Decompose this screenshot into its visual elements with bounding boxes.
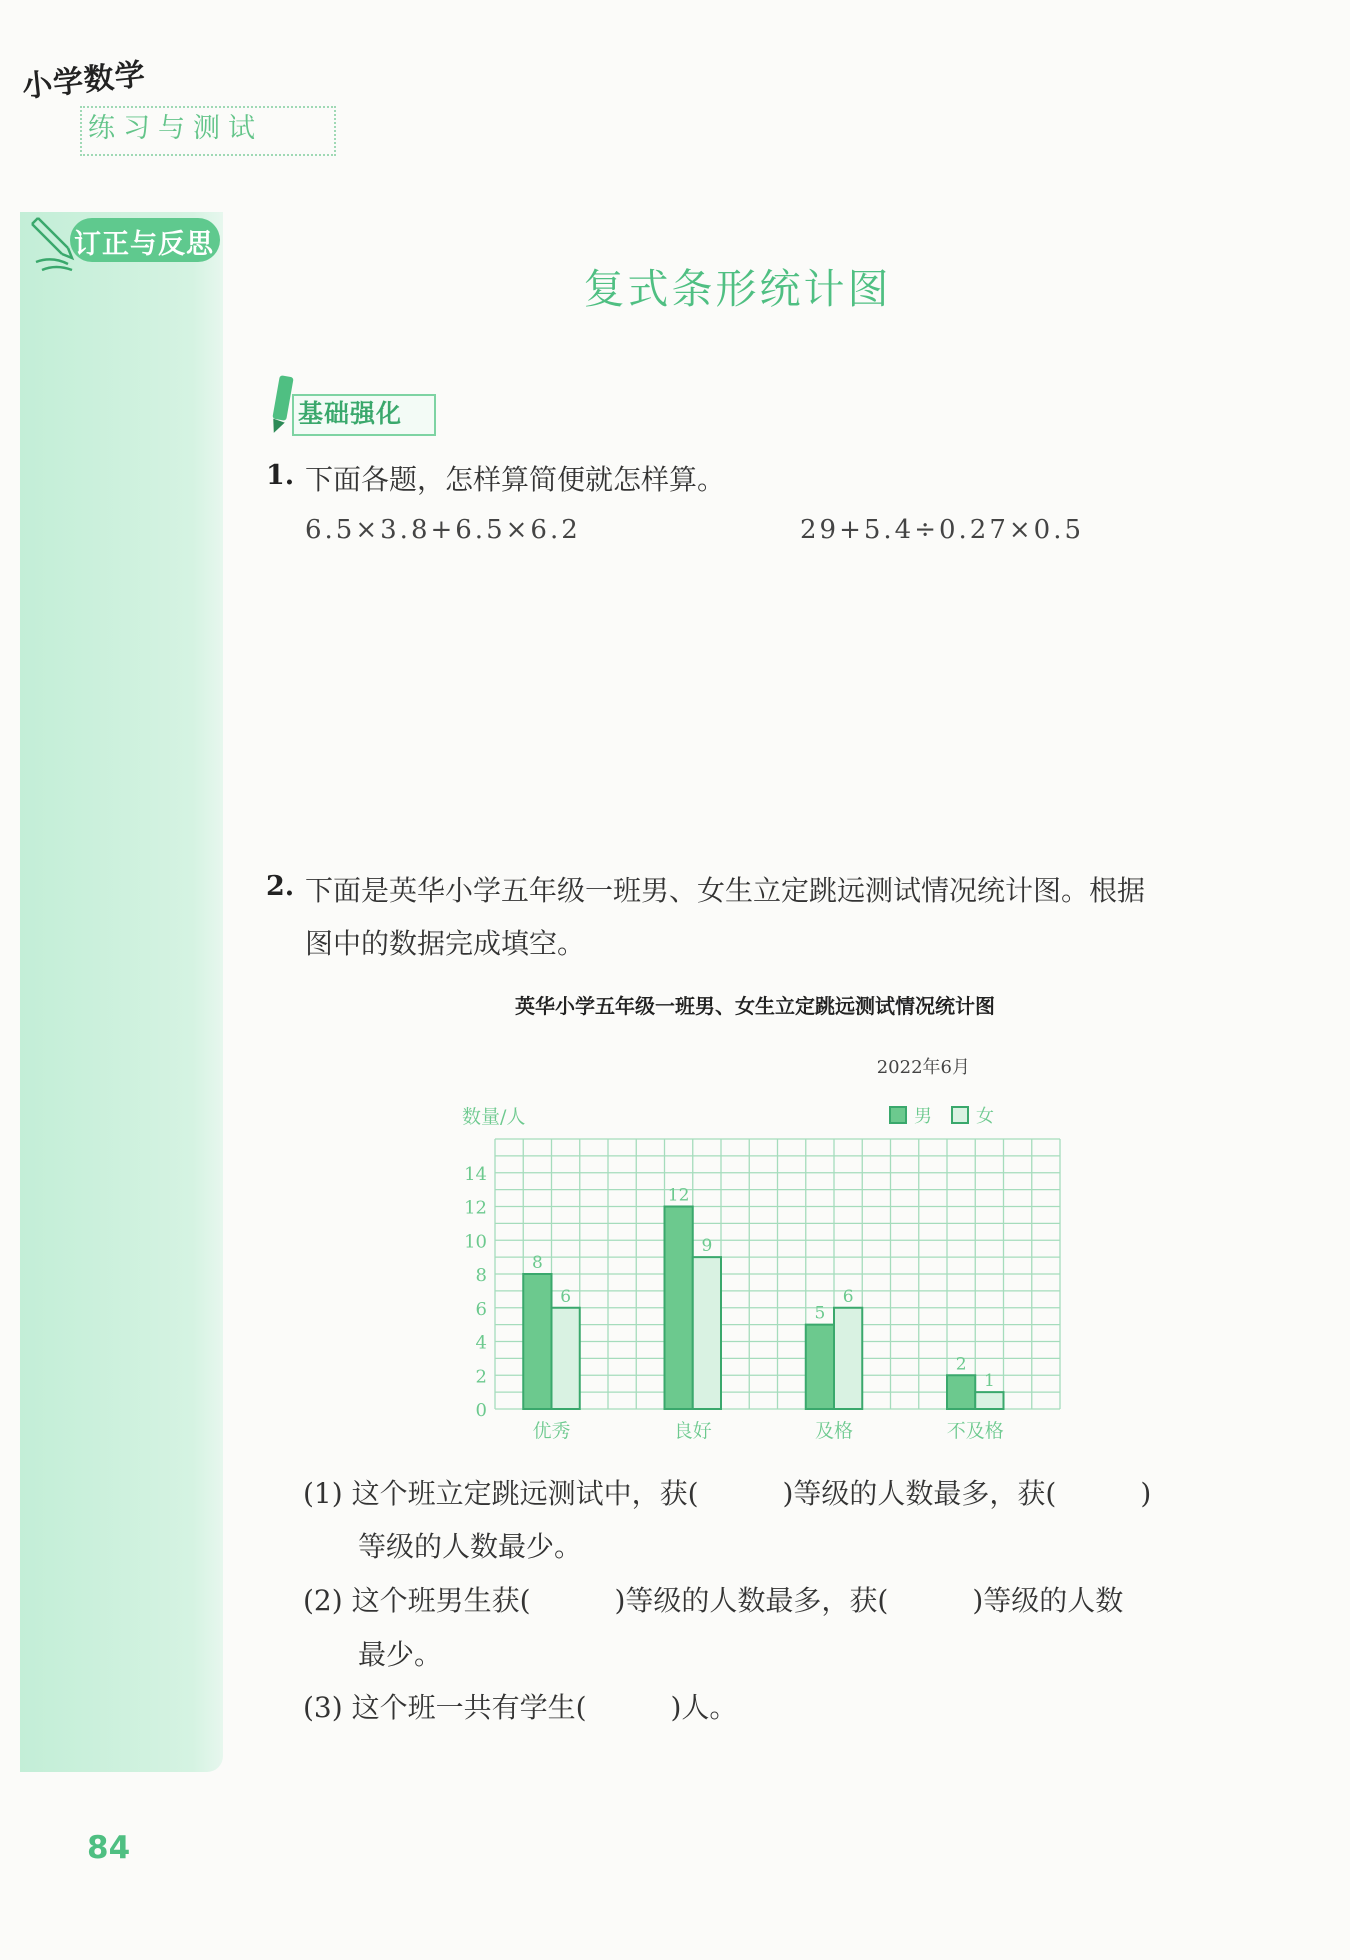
chart-date: 2022年6月 <box>876 1057 970 1078</box>
question-1-text: 下面各题，怎样算简便就怎样算。 <box>305 463 726 496</box>
question-1-expression-1: 6.5×3.8+6.5×6.2 <box>305 515 581 545</box>
x-tick-label: 不及格 <box>946 1420 1004 1442</box>
legend-swatch <box>952 1107 968 1123</box>
page-number: 84 <box>87 1830 131 1866</box>
bar-value-label: 8 <box>531 1253 543 1273</box>
bar-value-label: 6 <box>560 1286 572 1307</box>
y-tick-label: 10 <box>464 1231 487 1253</box>
question-2-text-line-1: 下面是英华小学五年级一班男、女生立定跳远测试情况统计图。根据 <box>305 874 1146 907</box>
book-title: 小学数学 <box>20 57 148 105</box>
bar-女-优秀 <box>552 1308 580 1409</box>
x-tick-label: 优秀 <box>532 1420 571 1442</box>
question-2-text-line-2: 图中的数据完成填空。 <box>305 927 586 960</box>
y-tick-label: 6 <box>475 1298 487 1320</box>
bar-男-不及格 <box>947 1375 975 1409</box>
chart-legend <box>890 1106 994 1127</box>
bar-女-不及格 <box>975 1392 1003 1409</box>
legend-label: 男 <box>914 1106 932 1127</box>
bar-女-及格 <box>834 1308 862 1409</box>
bar-value-label: 2 <box>955 1354 967 1375</box>
subquestion-1-line-2: 等级的人数最少。 <box>358 1530 583 1563</box>
bar-value-label: 1 <box>983 1371 995 1392</box>
question-1-number: 1. <box>266 460 295 491</box>
notes-sidebar <box>20 212 223 1772</box>
subquestion-3-line-1: (3) 这个班一共有学生( )人。 <box>303 1691 738 1724</box>
question-2-number: 2. <box>266 871 295 902</box>
y-tick-label: 14 <box>464 1163 487 1185</box>
page-title: 复式条形统计图 <box>583 265 892 313</box>
bar-男-优秀 <box>523 1274 551 1409</box>
bar-value-label: 6 <box>842 1286 854 1307</box>
y-tick-label: 4 <box>475 1332 487 1354</box>
bar-男-及格 <box>806 1325 834 1409</box>
y-axis-label: 数量/人 <box>462 1106 526 1128</box>
bar-女-良好 <box>693 1257 721 1409</box>
subquestion-2-line-2: 最少。 <box>358 1638 443 1671</box>
y-tick-label: 12 <box>464 1197 487 1219</box>
bar-男-良好 <box>665 1207 693 1410</box>
y-axis-ticks <box>464 1164 487 1421</box>
sidebar-label: 订正与反思 <box>74 229 214 260</box>
legend-label: 女 <box>976 1106 994 1127</box>
x-tick-label: 及格 <box>814 1420 854 1442</box>
chart-title: 英华小学五年级一班男、女生立定跳远测试情况统计图 <box>515 994 995 1018</box>
y-tick-label: 0 <box>475 1400 487 1421</box>
book-subtitle: 练习与测试 <box>88 113 263 144</box>
bar-value-label: 5 <box>814 1303 826 1324</box>
bar-value-label: 9 <box>701 1236 713 1257</box>
subquestion-1-line-1: (1) 这个班立定跳远测试中，获( )等级的人数最多，获( ) <box>303 1477 1152 1510</box>
bar-value-label: 12 <box>667 1185 690 1206</box>
legend-swatch <box>890 1107 906 1123</box>
question-1-expression-2: 29+5.4÷0.27×0.5 <box>800 515 1085 545</box>
x-axis-labels <box>532 1420 1003 1442</box>
y-tick-label: 8 <box>475 1265 487 1286</box>
subquestion-2-line-1: (2) 这个班男生获( )等级的人数最多，获( )等级的人数 <box>303 1584 1124 1617</box>
bar-chart <box>440 985 1080 1445</box>
x-tick-label: 良好 <box>673 1420 712 1442</box>
y-tick-label: 2 <box>475 1366 487 1388</box>
section-heading: 基础强化 <box>298 399 403 428</box>
